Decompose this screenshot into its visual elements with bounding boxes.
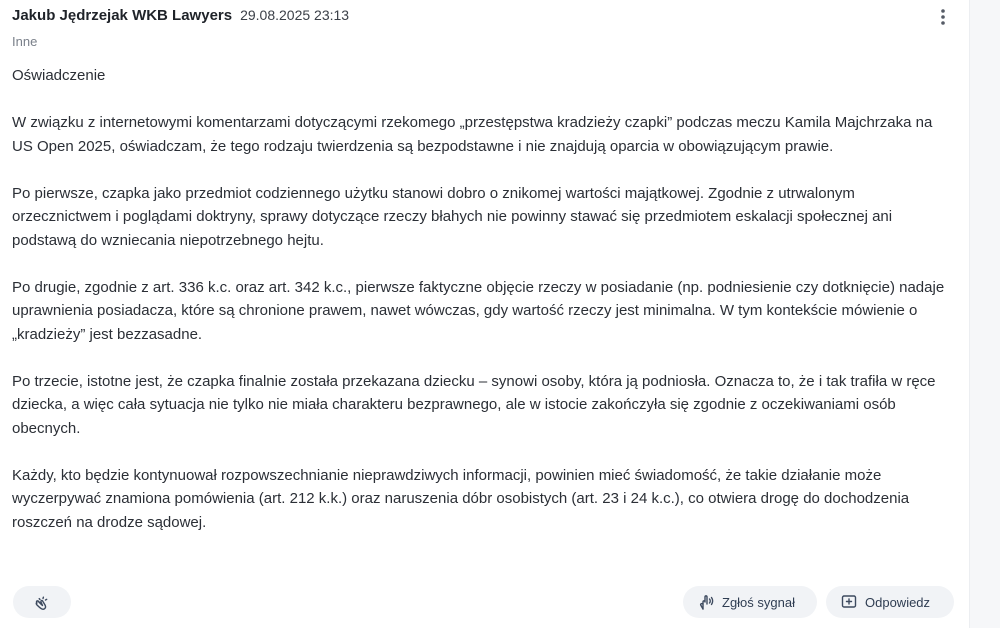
post-timestamp: 29.08.2025 23:13	[240, 7, 350, 23]
clap-button[interactable]	[13, 586, 71, 618]
post-header	[12, 7, 349, 24]
post-actions	[0, 586, 970, 620]
author-name[interactable]: Jakub Jędrzejak WKB Lawyers	[12, 7, 233, 24]
reply-button[interactable]	[826, 586, 954, 618]
report-signal-label: Zgłoś sygnał	[722, 594, 795, 610]
signal-hand-icon	[697, 593, 715, 611]
post-title: Oświadczenie	[12, 67, 106, 84]
clap-icon	[33, 593, 51, 611]
post-body	[12, 64, 957, 558]
right-gutter	[969, 0, 1000, 628]
more-vertical-icon	[940, 8, 946, 26]
more-options-button[interactable]	[930, 4, 956, 30]
post-paragraph: Po drugie, zgodnie z art. 336 k.c. oraz art. 342 k.c., pierwsze faktyczne objęcie rzeczy w posiadanie (np. podniesienie czy dotknięcie) nadaje uprawnienia posiadacza, które są chronione prawem, nawet wówczas, gdy wartość rzeczy jest minimalna. W tym kontekście mówienie o „kradzieży” jest bezzasadne.	[12, 278, 945, 343]
reply-label: Odpowiedz	[865, 594, 931, 610]
post-paragraph: Po pierwsze, czapka jako przedmiot codziennego użytku stanowi dobro o znikomej wartości majątkowej. Zgodnie z utrwalonym orzecznictwem i poglądami doktryny, sprawy dotyczące rzeczy błahych nie powinny stawać się przedmiotem eskalacji społecznej ani podstawą do wzniecania niepotrzebnego hejtu.	[12, 184, 893, 249]
post-category: Inne	[12, 34, 38, 49]
report-signal-button[interactable]	[683, 586, 817, 618]
post-paragraph: Po trzecie, istotne jest, że czapka finalnie została przekazana dziecku – synowi osoby, która ją podniosła. Oznacza to, że i tak trafiła w ręce dziecka, a więc cała sytuacja nie tylko nie miała charakteru bezprawnego, ale w istocie zakończyła się zgodnie z oczekiwaniami osób obecnych.	[12, 372, 936, 437]
reply-plus-icon	[840, 593, 858, 611]
post-paragraph: Każdy, kto będzie kontynuował rozpowszechnianie nieprawdziwych informacji, powinien mieć świadomość, że takie działanie może wyczerpywać znamiona pomówienia (art. 212 k.k.) oraz naruszenia dóbr osobistych (art. 23 i 24 k.c.), co otwiera drogę do dochodzenia roszczeń na drodze sądowej.	[12, 466, 910, 531]
post-paragraph: W związku z internetowymi komentarzami dotyczącymi rzekomego „przestępstwa kradzieży czapki” podczas meczu Kamila Majchrzaka na US Open 2025, oświadczam, że tego rodzaju twierdzenia są bezpodstawne i nie znajdują oparcia w obowiązującym prawie.	[12, 114, 933, 155]
